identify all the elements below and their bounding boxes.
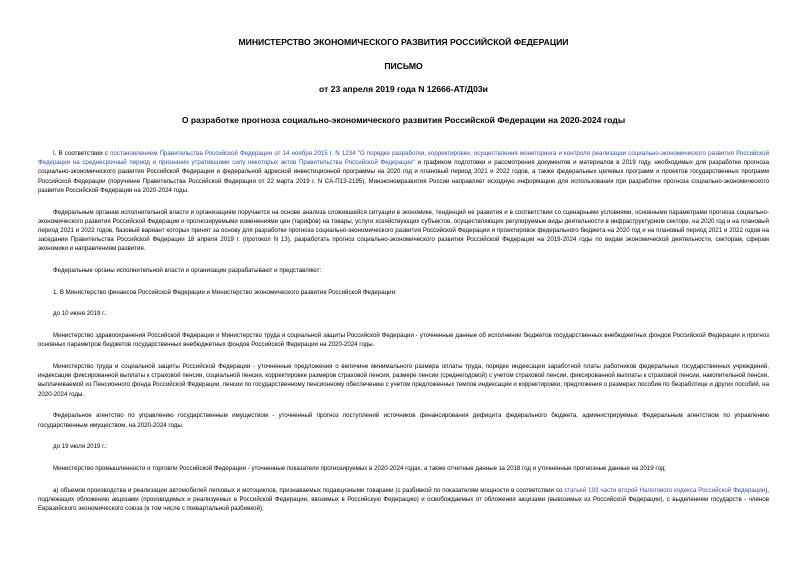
- paragraph-1-rest: и графиком подготовки и рассмотрения документов и материалов в 2019 году, необходимых для разработки прогноза социально-экономического развития Российской Федерации и федеральной адресной инвестиционной программы на 2020 год и плановый период 2021 и 2022 годов, а также федеральных целевых программ и проектов государственных программ Российской Федерации (поручение Правительства Российской Федерации от 22 марта 2019 г. N СА-П13-2195), Минэкономразвития России направляет исходную информацию для использования при разработке прогноза социально-экономического развития Российской Федерации на 2020-2024 годы.: [38, 159, 770, 194]
- document-subject: О разработке прогноза социально-экономического развития Российской Федерации на 2020-2024 годы: [181, 115, 626, 125]
- document-date-number: от 23 апреля 2019 года N 12666-АТ/Д03и: [319, 84, 488, 94]
- paragraph-1: [38, 149, 769, 195]
- paragraph-11-rest: ), подлежащих обложению акцизами (производимых и реализуемых в Российской Федерации, ввозимых в Российскую Федерацию) и освобождаемых от обложения акцизами (вывозимых из Российской Федерации), с выделением государств - членов Евразийского экономического союза (в том числе с поквартальной разбивкой);: [38, 486, 769, 513]
- paragraph-8: Федеральное агентство по управлению государственным имуществом - уточненный прогноз поступлений источников финансирования дефицита федерального бюджета, администрируемых Федеральным агентством по управлению государственным имуществом, на 2020-2024 годы.: [38, 412, 769, 429]
- resolution-1234-link[interactable]: постановлением Правительства Российской Федерации от 14 ноября 2015 г. N 1234 "О порядке разработки, корректировки, осуществления мониторинга и контроля реализации социально-экономического развития Российской Федерации на среднесрочный период и признании утратившими силу некоторых актов Правительства Российской Федерации": [38, 150, 770, 167]
- paragraph-11-intro: а) объемов производства и реализации автомобилей легковых и мотоциклов, признаваемых подакцизными товарами (с разбивкой по показателям мощности в соответствии со: [53, 486, 565, 494]
- paragraph-7: Министерство труда и социальной защиты Российской Федерации - уточненные предложения о величине минимального размера оплаты труда, порядке индексации заработной платы работников федеральных государственных учреждений, индексации фиксированной выплаты к страховой пенсии, социальной пенсии, корректировке размеров страховой пенсии, размере пенсии (среднегодовой) с учетом страховой пенсии, фиксированной выплаты к страховой пенсии, накопительной пенсии, выплачиваемой из Пенсионного фонда Российской Федерации, пенсии по государственному пенсионному обеспечению с учетом предложенных темпов индексации и корректировки, предложения о размерах пособия по безработице и других пособий, на 2020-2024 годы.: [38, 363, 769, 398]
- paragraph-5: до 10 июня 2019 г.:: [53, 310, 107, 318]
- document-type: ПИСЬМО: [384, 61, 423, 71]
- tax-code-article-193-link[interactable]: статьей 193 части второй Налогового кодекса Российской Федерации: [564, 486, 766, 494]
- paragraph-6: Министерство здравоохранения Российской Федерации и Министерство труда и социальной защиты Российской Федерации - уточненные данные об исполнении бюджетов государственных внебюджетных фондов Российской Федерации и прогноз основных параметров бюджетов государственных внебюджетных фондов Российской Федерации на 2020-2024 годы.: [38, 332, 769, 349]
- paragraph-2: Федеральным органам исполнительной власти и организациям поручается на основе анализа сложившейся ситуации в экономике, тенденций ее развития и в соответствии со сценарными условиями, основными параметрами прогноза социально-экономического развития Российской Федерации и прогнозируемыми изменениями цен (тарифов) на товары, услуги хозяйствующих субъектов, осуществляющих регулируемые виды деятельности в инфраструктурном секторе, на 2020 год и на плановый период 2021 и 2022 годов, базовый вариант которых принят за основу для разработки прогноза социально-экономического развития Российской Федерации и проектировок федерального бюджета на 2020 год и на плановый период 2021 и 2022 годов на заседании Правительства Российской Федерации 18 апреля 2019 г. (протокол N 13), разработать прогноз социально-экономического развития Российской Федерации на 2019-2024 годы по видам экономической деятельности, секторам, сферам экономики и направлениям развития.: [38, 208, 769, 253]
- paragraph-9: до 19 июля 2019 г.:: [53, 443, 108, 451]
- paragraph-4: 1. В Министерство финансов Российской Федерации и Министерство экономического развития Российской Федерации:: [53, 288, 397, 296]
- ministry-title: МИНИСТЕРСТВО ЭКОНОМИЧЕСКОГО РАЗВИТИЯ РОССИЙСКОЙ ФЕДЕРАЦИИ: [238, 37, 569, 47]
- paragraph-1-intro: I. В соответствии с: [53, 150, 111, 157]
- paragraph-3: Федеральные органы исполнительной власти и организации разрабатывают и представляют:: [53, 267, 322, 275]
- paragraph-10: Министерство промышленности и торговли Российской Федерации - уточненные показатели прогнозируемых в 2020-2024 годах, а также отчетные данные за 2018 год и уточненные прогнозные данные на 2019 год:: [53, 464, 667, 472]
- paragraph-11: [38, 486, 769, 514]
